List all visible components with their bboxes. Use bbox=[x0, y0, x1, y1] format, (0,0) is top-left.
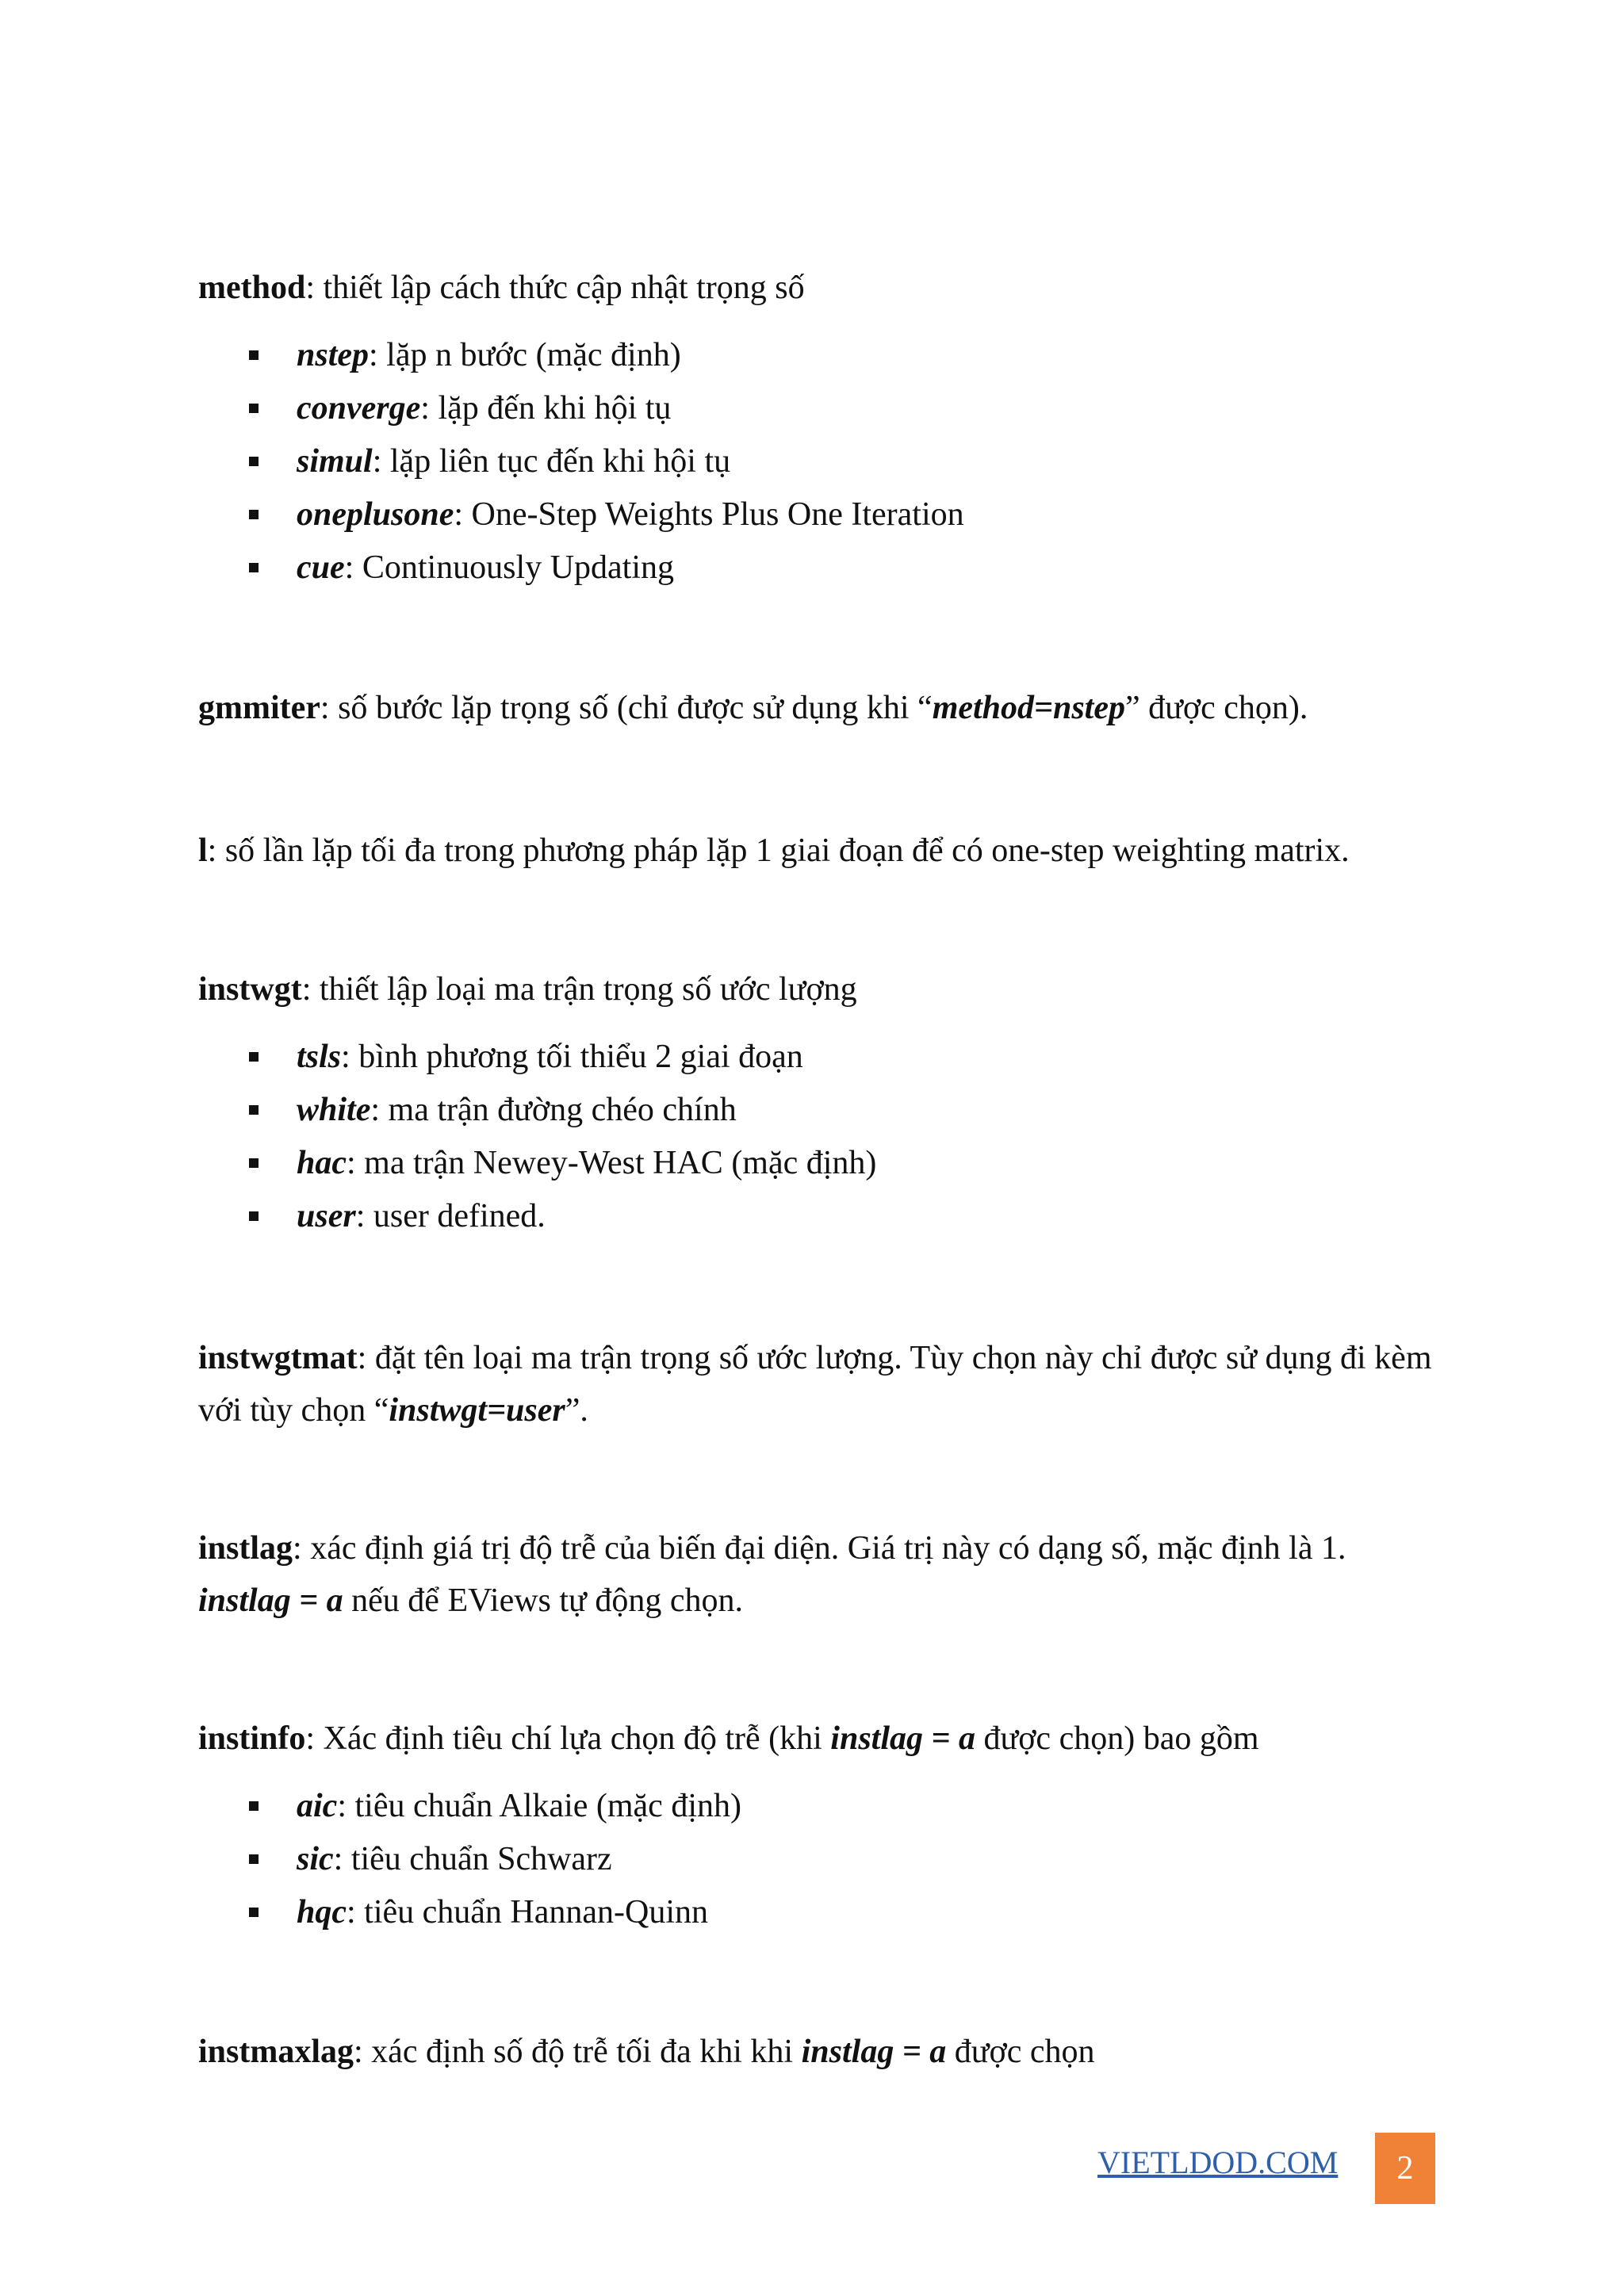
instwgtmat-term: instwgtmat bbox=[198, 1340, 358, 1376]
instinfo-options-list bbox=[198, 1780, 741, 1939]
list-item bbox=[198, 488, 964, 541]
instinfo-emphasis: instlag = a bbox=[830, 1720, 975, 1757]
gmmiter-desc: : số bước lặp trọng số (chỉ được sử dụng khi “ bbox=[320, 690, 933, 726]
option-term: user bbox=[297, 1198, 356, 1234]
instlag-desc: : xác định giá trị độ trễ của biến đại diện. Giá trị này có dạng số, mặc định là 1. bbox=[293, 1530, 1346, 1567]
list-item bbox=[198, 1833, 741, 1886]
list-item bbox=[198, 1137, 876, 1190]
option-term: white bbox=[297, 1092, 371, 1128]
instwgtmat-paragraph bbox=[198, 1332, 1435, 1437]
option-desc: : One-Step Weights Plus One Iteration bbox=[454, 496, 964, 533]
instmaxlag-emphasis: instlag = a bbox=[801, 2034, 947, 2070]
gmmiter-emphasis: method=nstep bbox=[932, 690, 1125, 726]
instinfo-desc: : Xác định tiêu chí lựa chọn độ trễ (khi bbox=[305, 1720, 831, 1757]
list-item bbox=[198, 1031, 876, 1084]
option-term: tsls bbox=[297, 1039, 342, 1075]
page-number-badge: 2 bbox=[1375, 2133, 1435, 2204]
list-item bbox=[198, 329, 964, 382]
option-term: nstep bbox=[297, 337, 370, 373]
option-term: simul bbox=[297, 443, 373, 480]
instlag-emphasis: instlag = a bbox=[198, 1582, 343, 1619]
option-desc: : lặp n bước (mặc định) bbox=[369, 337, 681, 373]
option-desc: : Continuously Updating bbox=[344, 549, 675, 586]
list-item bbox=[198, 435, 964, 488]
instinfo-paragraph bbox=[198, 1712, 1435, 1765]
instinfo-desc-end: được chọn) bao gồm bbox=[975, 1720, 1259, 1757]
method-term: method bbox=[198, 270, 306, 306]
instmaxlag-desc: : xác định số độ trễ tối đa khi khi bbox=[354, 2034, 802, 2070]
instmaxlag-term: instmaxlag bbox=[198, 2034, 354, 2070]
option-desc: : tiêu chuẩn Schwarz bbox=[333, 1841, 612, 1877]
l-paragraph bbox=[198, 825, 1435, 877]
option-term: sic bbox=[297, 1841, 334, 1877]
gmmiter-paragraph bbox=[198, 682, 1435, 734]
option-desc: : lặp liên tục đến khi hội tụ bbox=[372, 443, 731, 480]
instlag-paragraph bbox=[198, 1522, 1435, 1627]
option-desc: : tiêu chuẩn Alkaie (mặc định) bbox=[337, 1788, 741, 1824]
option-term: converge bbox=[297, 390, 421, 427]
option-term: cue bbox=[297, 549, 345, 586]
option-desc: : bình phương tối thiểu 2 giai đoạn bbox=[341, 1039, 803, 1075]
instinfo-term: instinfo bbox=[198, 1720, 306, 1757]
option-term: aic bbox=[297, 1788, 338, 1824]
gmmiter-term: gmmiter bbox=[198, 690, 320, 726]
option-desc: : user defined. bbox=[355, 1198, 546, 1234]
list-item bbox=[198, 541, 964, 595]
instwgt-paragraph bbox=[198, 963, 1435, 1016]
gmmiter-desc-end: ” được chọn). bbox=[1125, 690, 1308, 726]
instmaxlag-desc-end: được chọn bbox=[946, 2034, 1095, 2070]
option-desc: : tiêu chuẩn Hannan-Quinn bbox=[347, 1894, 709, 1931]
l-desc: : số lần lặp tối đa trong phương pháp lặp 1 giai đoạn để có one-step weighting matrix. bbox=[207, 832, 1350, 869]
instwgt-term: instwgt bbox=[198, 971, 302, 1008]
list-item bbox=[198, 1780, 741, 1833]
instwgt-desc: : thiết lập loại ma trận trọng số ước lượng bbox=[301, 971, 857, 1008]
instwgtmat-desc-end: ”. bbox=[565, 1392, 588, 1429]
list-item bbox=[198, 382, 964, 435]
instlag-desc-end: nếu để EViews tự động chọn. bbox=[343, 1582, 743, 1619]
list-item bbox=[198, 1886, 741, 1939]
method-paragraph bbox=[198, 262, 1435, 314]
option-term: hqc bbox=[297, 1894, 347, 1931]
instwgtmat-desc: : đặt tên loại ma trận trọng số ước lượng. Tùy chọn này chỉ được sử dụng đi kèm với tùy chọn “ bbox=[198, 1340, 1432, 1429]
method-options-list bbox=[198, 329, 964, 595]
option-term: hac bbox=[297, 1145, 347, 1181]
method-desc: : thiết lập cách thức cập nhật trọng số bbox=[305, 270, 805, 306]
list-item bbox=[198, 1084, 876, 1137]
instlag-term: instlag bbox=[198, 1530, 293, 1567]
l-term: l bbox=[198, 832, 208, 869]
list-item bbox=[198, 1190, 876, 1243]
instmaxlag-paragraph bbox=[198, 2026, 1435, 2078]
option-desc: : ma trận đường chéo chính bbox=[370, 1092, 737, 1128]
instwgtmat-emphasis: instwgt=user bbox=[389, 1392, 565, 1429]
footer-site-link[interactable]: VIETLDOD.COM bbox=[1097, 2145, 1339, 2180]
option-desc: : ma trận Newey-West HAC (mặc định) bbox=[347, 1145, 877, 1181]
instwgt-options-list bbox=[198, 1031, 876, 1243]
option-term: oneplusone bbox=[297, 496, 454, 533]
option-desc: : lặp đến khi hội tụ bbox=[420, 390, 672, 427]
